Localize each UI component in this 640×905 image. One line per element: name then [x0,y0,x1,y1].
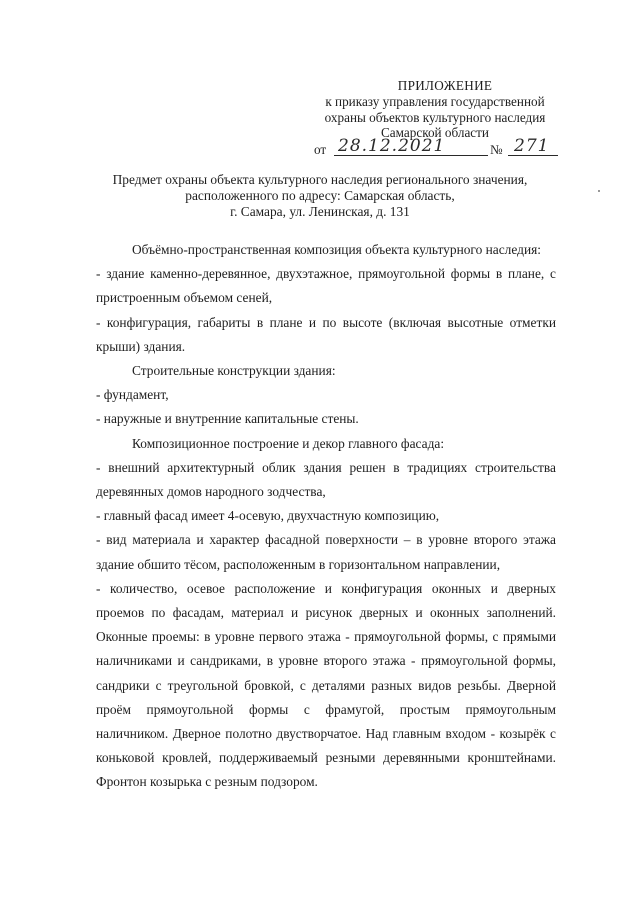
order-number-label: № [490,142,503,157]
appendix-line-3: Самарской области [381,125,489,141]
order-date-label: от [314,142,327,157]
construct-heading: Строительные конструкции здания: [132,363,336,379]
order-number-handwritten: 271 [514,136,550,156]
facade-item-1: - внешний архитектурный облик здания решен в традициях строительства деревянных домов народного зодчества, [96,459,556,500]
appendix-title: ПРИЛОЖЕНИЕ [397,78,493,93]
appendix-header [300,78,570,141]
facade-heading: Композиционное построение и декор главного фасада: [132,435,445,451]
construct-item-2: - наружные и внутренние капитальные стены. [96,411,359,427]
volume-heading: Объёмно-пространственная композиция объекта культурного наследия: [132,242,541,257]
volume-item-2: - конфигурация, габариты в плане и по высоте (включая высотные отметки крыши) здания. [96,314,556,354]
subject-line-3: г. Самара, ул. Ленинская, д. 131 [230,203,410,219]
facade-item-3: - вид материала и характер фасадной поверхности – в уровне второго этажа здание обшито тёсом, расположенным в горизонтальном направлении, [96,532,556,572]
subject-title [90,172,550,219]
subject-line-1: Предмет охраны объекта культурного наследия регионального значения, [112,172,528,187]
order-date-handwritten: 28.12.2021 [338,136,446,156]
order-reference [314,136,584,160]
appendix-line-1: к приказу управления государственной [325,93,545,109]
scan-speck [598,190,600,192]
volume-item-1: - здание каменно-деревянное, двухэтажное, прямоугольной формы в плане, с пристроенным объемом сеней, [96,266,556,306]
appendix-line-2: охраны объектов культурного наследия [324,109,546,125]
construct-item-1: - фундамент, [96,387,169,403]
facade-item-4: - количество, осевое расположение и конфигурация оконных и дверных проемов по фасадам, материал и рисунок дверных и оконных заполнений. Оконные проемы: в уровне первого этажа - прямоугольной формы, с прямыми наличниками и сандриками, в уровне второго этажа - прямоугольной формы, сандрики с треугольной бровкой, с деталями разных видов резьбы. Дверной проём прямоугольной формы с фрамугой, простым прямоугольным наличником. Дверное полотно двустворчатое. Над главным входом - козырёк с коньковой кровлей, поддерживаемый резными деревянными кронштейнами. Фронтон козырька с резным подзором. [96,580,556,790]
facade-item-2: - главный фасад имеет 4-осевую, двухчастную композицию, [96,508,440,524]
document-body [96,238,556,795]
subject-line-2: расположенного по адресу: Самарская область, [185,187,455,203]
